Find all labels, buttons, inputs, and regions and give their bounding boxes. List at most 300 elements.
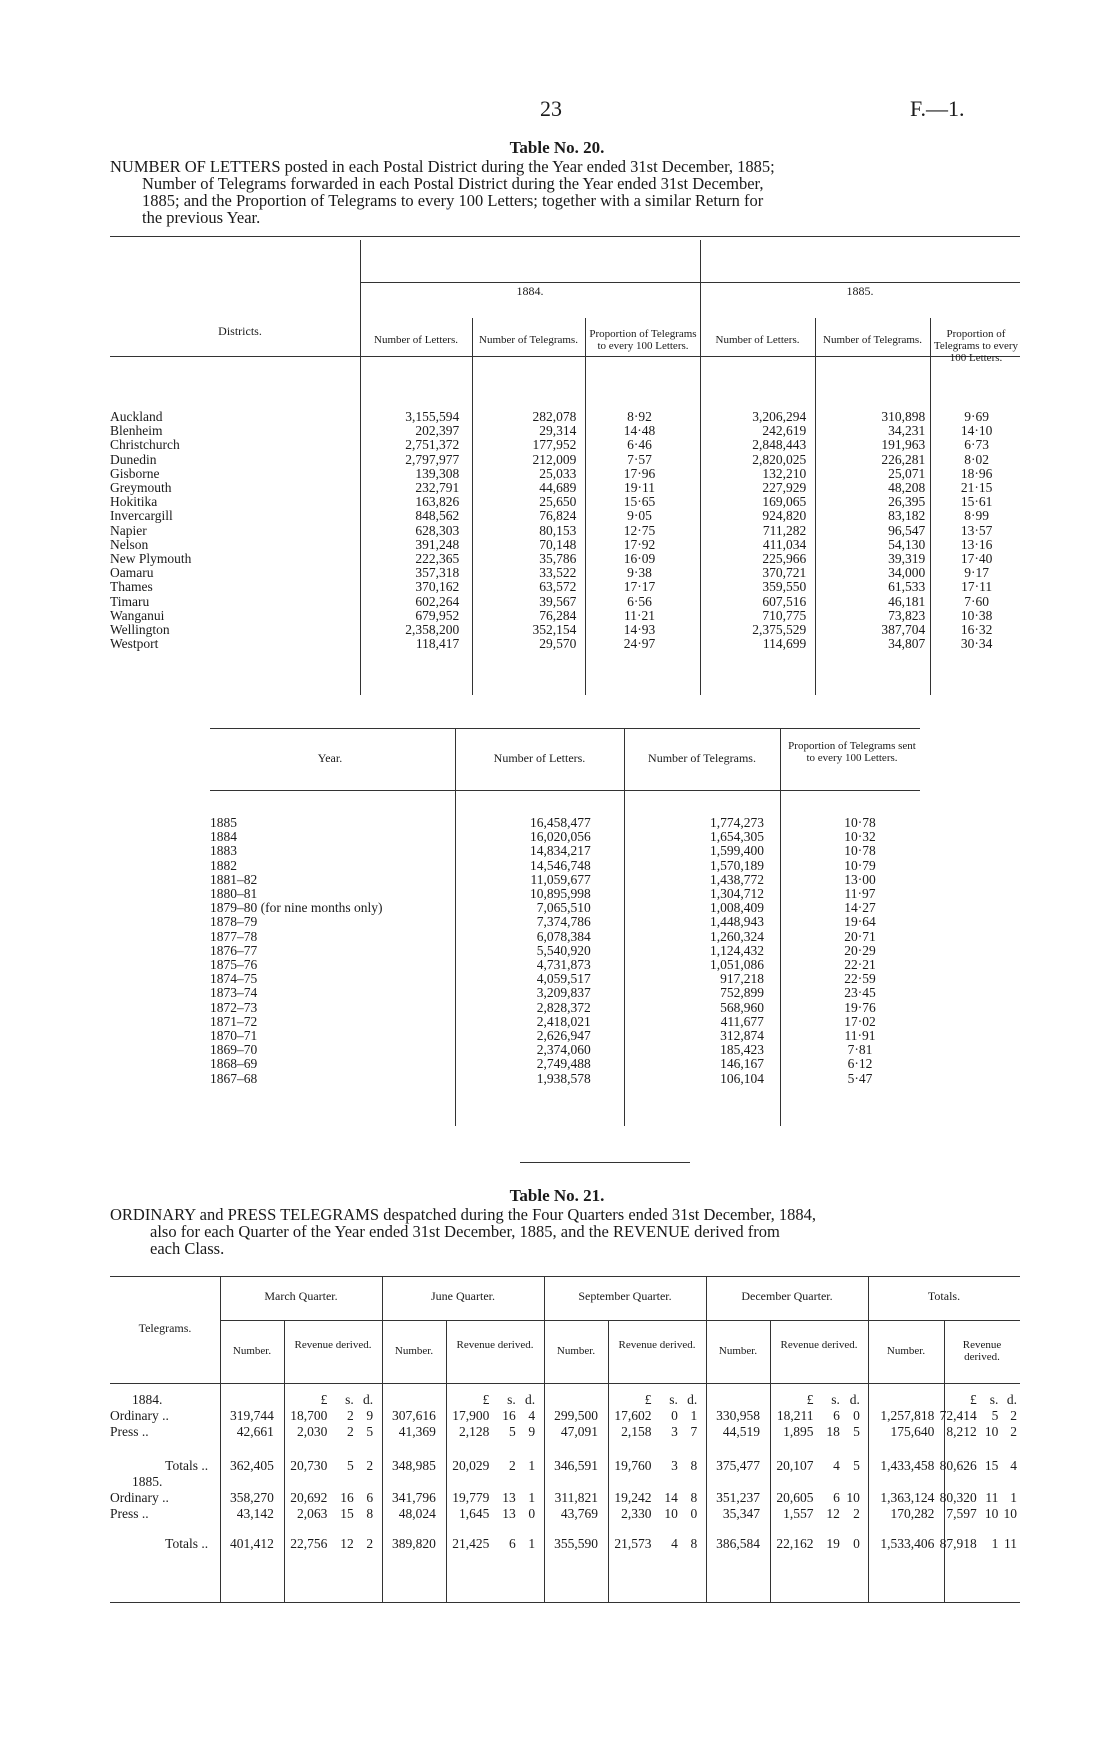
table-row xyxy=(110,595,1020,609)
revenue-cell: 2,330 xyxy=(621,1506,652,1521)
table-row xyxy=(210,944,920,958)
district-name: Napier xyxy=(110,522,147,538)
cell-value: 222,365 xyxy=(415,551,460,567)
lsd-unit: s. xyxy=(669,1392,678,1407)
table-row xyxy=(210,873,920,887)
cell-value: 19·64 xyxy=(844,914,876,930)
revenue-cell: 2,158 xyxy=(621,1424,652,1439)
year-row xyxy=(110,1474,1020,1490)
revenue-cell: 20,029 xyxy=(452,1458,490,1473)
number-cell: 170,282 xyxy=(890,1506,935,1521)
yearly-letters-header: Number of Letters. xyxy=(493,751,586,765)
row-label: Ordinary .. xyxy=(110,1408,169,1423)
cell-value: 10·79 xyxy=(844,857,876,873)
revenue-cell: 2 xyxy=(1010,1408,1017,1423)
cell-value: 35,786 xyxy=(539,551,577,567)
cell-value: 25,650 xyxy=(539,494,577,510)
cell-value: 391,248 xyxy=(415,536,460,552)
revenue-cell: 4 xyxy=(833,1458,840,1473)
lsd-unit xyxy=(816,1474,842,1490)
number-subheader: Number. xyxy=(718,1345,758,1357)
cell-value: 21·15 xyxy=(960,480,993,496)
empty-cell xyxy=(376,1392,439,1408)
number-cell: 319,744 xyxy=(230,1408,274,1423)
revenue-cell: 80,320 xyxy=(939,1490,977,1505)
revenue-cell: 21,425 xyxy=(452,1536,490,1551)
cell-value: 848,562 xyxy=(415,508,460,524)
number-cell: 42,661 xyxy=(236,1424,274,1439)
cell-value: 44,689 xyxy=(539,480,577,496)
cell-value: 2,418,021 xyxy=(536,1013,591,1029)
revenue-cell: 5 xyxy=(853,1458,860,1473)
number-cell: 346,591 xyxy=(554,1458,598,1473)
cell-value: 15·61 xyxy=(960,494,993,510)
revenue-cell: 1,895 xyxy=(783,1424,814,1439)
cell-value: 1,448,943 xyxy=(709,914,764,930)
quarter-header: March Quarter. xyxy=(264,1289,338,1303)
cell-value: 11·21 xyxy=(624,607,656,623)
cell-value: 7·60 xyxy=(964,593,989,609)
lsd-unit: d. xyxy=(849,1392,860,1407)
cell-value: 370,721 xyxy=(762,565,807,581)
revenue-cell: 18,700 xyxy=(290,1408,328,1423)
revenue-cell: 6 xyxy=(509,1536,516,1551)
cell-value: 2,797,977 xyxy=(405,451,460,467)
number-cell: 44,519 xyxy=(722,1424,760,1439)
yearly-telegrams-header: Number of Telegrams. xyxy=(648,751,756,765)
district-name: Timaru xyxy=(110,593,150,609)
revenue-cell: 2,128 xyxy=(459,1424,490,1439)
cell-value: 4,059,517 xyxy=(536,971,591,987)
revenue-cell: 22,756 xyxy=(290,1536,328,1551)
number-cell: 389,820 xyxy=(392,1536,436,1551)
table-row xyxy=(210,1015,920,1029)
cell-value: 23·45 xyxy=(844,985,876,1001)
cell-value: 2,848,443 xyxy=(752,437,807,453)
cell-value: 1,774,273 xyxy=(709,815,764,830)
year-row xyxy=(110,1392,1020,1408)
cell-value: 8·02 xyxy=(964,451,989,467)
district-name: Christchurch xyxy=(110,437,180,453)
revenue-cell: 0 xyxy=(853,1408,860,1423)
revenue-cell: 22,162 xyxy=(776,1536,814,1551)
cell-value: 34,000 xyxy=(888,565,926,581)
empty-cell xyxy=(376,1474,439,1490)
cell-value: 169,065 xyxy=(762,494,807,510)
revenue-cell: 20,730 xyxy=(290,1458,328,1473)
row-label: Press .. xyxy=(110,1506,149,1521)
cell-value: 387,704 xyxy=(881,622,926,638)
number-cell: 311,821 xyxy=(554,1490,598,1505)
table-row xyxy=(110,524,1020,538)
number-subheader: Number. xyxy=(394,1345,434,1357)
caption-line: ORDINARY and PRESS TELEGRAMS despatched during the Four Quarters ended 31st December, 1884, xyxy=(110,1205,816,1224)
cell-value: 16,020,056 xyxy=(529,829,591,845)
year-label: 1885 xyxy=(210,815,237,830)
table20-caption xyxy=(110,158,1020,226)
cell-value: 13·57 xyxy=(960,522,993,538)
revenue-subheader: Revenue derived. xyxy=(456,1339,534,1351)
cell-value: 13·16 xyxy=(960,536,993,552)
year-label: 1881–82 xyxy=(210,871,258,887)
revenue-cell: 87,918 xyxy=(939,1536,977,1551)
cell-value: 76,824 xyxy=(539,508,577,524)
cell-value: 73,823 xyxy=(888,607,926,623)
table-row xyxy=(210,986,920,1000)
district-name: New Plymouth xyxy=(110,551,192,567)
revenue-cell: 1 xyxy=(528,1536,536,1551)
cell-value: 7·57 xyxy=(627,451,652,467)
revenue-subheader: Revenue derived. xyxy=(780,1339,858,1351)
cell-value: 1,304,712 xyxy=(709,886,764,902)
quarter-header: Totals. xyxy=(927,1289,961,1303)
revenue-cell: 19 xyxy=(826,1536,840,1551)
revenue-cell: 5 xyxy=(347,1458,354,1473)
cell-value: 242,619 xyxy=(762,423,807,439)
cell-value: 312,874 xyxy=(720,1028,764,1044)
cell-value: 10,895,998 xyxy=(529,886,591,902)
year-label: 1877–78 xyxy=(210,928,258,944)
table-row xyxy=(110,481,1020,495)
cell-value: 34,231 xyxy=(888,423,926,439)
quarter-header: September Quarter. xyxy=(578,1289,672,1303)
district-name: Auckland xyxy=(110,409,163,424)
totals-row xyxy=(110,1440,1020,1474)
cell-value: 16·09 xyxy=(623,551,656,567)
cell-value: 14·48 xyxy=(623,423,656,439)
cell-value: 14,546,748 xyxy=(529,857,591,873)
cell-value: 628,303 xyxy=(415,522,460,538)
district-name: Blenheim xyxy=(110,423,163,439)
revenue-cell: 13 xyxy=(502,1490,516,1505)
revenue-cell: 19,242 xyxy=(614,1490,652,1505)
cell-value: 9·38 xyxy=(627,565,652,581)
lsd-unit xyxy=(843,1474,863,1490)
table21-caption xyxy=(110,1206,1020,1257)
cell-value: 411,677 xyxy=(720,1013,764,1029)
revenue-cell: 16 xyxy=(502,1408,516,1423)
number-cell: 43,142 xyxy=(236,1506,274,1521)
cell-value: 1,570,189 xyxy=(709,857,764,873)
telegrams-header: Number of Telegrams. xyxy=(823,334,922,346)
cell-value: 924,820 xyxy=(762,508,807,524)
cell-value: 146,167 xyxy=(720,1056,764,1072)
revenue-cell: 20,605 xyxy=(776,1490,814,1505)
revenue-cell: 2 xyxy=(509,1458,516,1473)
number-cell: 48,024 xyxy=(398,1506,436,1521)
revenue-cell: 72,414 xyxy=(939,1408,977,1423)
cell-value: 25,033 xyxy=(539,465,577,481)
revenue-cell: 1,557 xyxy=(783,1506,814,1521)
cell-value: 17·11 xyxy=(961,579,993,595)
number-subheader: Number. xyxy=(556,1345,596,1357)
cell-value: 6,078,384 xyxy=(536,928,591,944)
empty-cell xyxy=(700,1474,763,1490)
revenue-cell: 6 xyxy=(833,1490,840,1505)
revenue-cell: 1 xyxy=(528,1490,536,1505)
lsd-unit xyxy=(492,1474,518,1490)
revenue-cell: 10 xyxy=(1003,1506,1017,1521)
lsd-unit xyxy=(1001,1474,1020,1490)
cell-value: 282,078 xyxy=(532,409,577,424)
district-name: Westport xyxy=(110,636,159,652)
cell-value: 20·71 xyxy=(844,928,876,944)
table-row xyxy=(110,538,1020,552)
table-row xyxy=(210,901,920,915)
cell-value: 118,417 xyxy=(415,636,460,652)
number-cell: 358,270 xyxy=(230,1490,274,1505)
number-subheader: Number. xyxy=(886,1345,926,1357)
cell-value: 711,282 xyxy=(762,522,807,538)
cell-value: 106,104 xyxy=(720,1070,764,1086)
caption-line: also for each Quarter of the Year ended 31st December, 1885, and the REVENUE derived from xyxy=(150,1222,780,1241)
number-cell: 43,769 xyxy=(560,1506,598,1521)
lsd-unit xyxy=(654,1474,680,1490)
year-label: 1874–75 xyxy=(210,971,258,987)
cell-value: 17·17 xyxy=(623,579,656,595)
empty-cell xyxy=(214,1474,277,1490)
row-label: Totals .. xyxy=(165,1536,209,1551)
revenue-cell: 1 xyxy=(1010,1490,1017,1505)
revenue-cell: 0 xyxy=(853,1536,860,1551)
revenue-cell: 3 xyxy=(671,1458,678,1473)
district-name: Hokitika xyxy=(110,494,158,510)
cell-value: 11·91 xyxy=(844,1028,876,1044)
cell-value: 2,828,372 xyxy=(536,999,591,1015)
number-cell: 175,640 xyxy=(890,1424,935,1439)
year-label: 1885. xyxy=(132,1474,163,1489)
cell-value: 17·40 xyxy=(960,551,993,567)
lsd-unit xyxy=(763,1474,816,1490)
revenue-cell: 80,626 xyxy=(939,1458,977,1473)
revenue-cell: 19,779 xyxy=(452,1490,490,1505)
cell-value: 9·69 xyxy=(964,409,989,424)
number-cell: 1,433,458 xyxy=(880,1458,935,1473)
empty-cell xyxy=(863,1392,937,1408)
revenue-cell: 2 xyxy=(347,1424,354,1439)
cell-value: 3,209,837 xyxy=(536,985,591,1001)
caption-line: 1885; and the Proportion of Telegrams to every 100 Letters; together with a similar Return for xyxy=(142,191,764,210)
lsd-unit: s. xyxy=(831,1392,840,1407)
cell-value: 12·75 xyxy=(623,522,656,538)
number-subheader: Number. xyxy=(232,1345,272,1357)
number-cell: 1,363,124 xyxy=(880,1490,935,1505)
year-label: 1868–69 xyxy=(210,1056,258,1072)
caption-line: NUMBER OF LETTERS posted in each Postal District during the Year ended 31st December, 1885; xyxy=(110,157,775,176)
revenue-cell: 1 xyxy=(528,1458,536,1473)
year-label: 1873–74 xyxy=(210,985,258,1001)
cell-value: 2,375,529 xyxy=(752,622,807,638)
table-row xyxy=(110,1490,1020,1506)
revenue-cell: 7,597 xyxy=(946,1506,977,1521)
empty-cell xyxy=(538,1474,601,1490)
row-label: Totals .. xyxy=(165,1458,209,1473)
cell-value: 63,572 xyxy=(539,579,577,595)
empty-cell xyxy=(863,1474,937,1490)
cell-value: 14·10 xyxy=(960,423,993,439)
cell-value: 226,281 xyxy=(881,451,926,467)
cell-value: 54,130 xyxy=(888,536,926,552)
table21-title: Table No. 21. xyxy=(509,1186,605,1205)
district-name: Nelson xyxy=(110,536,149,552)
revenue-cell: 1,645 xyxy=(459,1506,490,1521)
lsd-unit: d. xyxy=(1006,1392,1017,1407)
revenue-cell: 2 xyxy=(853,1506,860,1521)
cell-value: 1,438,772 xyxy=(709,871,764,887)
revenue-cell: 2 xyxy=(366,1458,374,1473)
year-label: 1880–81 xyxy=(210,886,258,902)
cell-value: 7,374,786 xyxy=(536,914,591,930)
telegrams-col-header: Telegrams. xyxy=(138,1321,192,1335)
cell-value: 19·11 xyxy=(624,480,656,496)
table-row xyxy=(210,816,920,830)
empty-cell xyxy=(700,1392,763,1408)
number-cell: 355,590 xyxy=(554,1536,598,1551)
revenue-cell: 11 xyxy=(1004,1536,1017,1551)
cell-value: 191,963 xyxy=(881,437,926,453)
cell-value: 114,699 xyxy=(762,636,807,652)
revenue-cell: 0 xyxy=(671,1408,678,1423)
year-label: 1869–70 xyxy=(210,1042,258,1058)
cell-value: 2,358,200 xyxy=(405,622,460,638)
empty-cell xyxy=(214,1392,277,1408)
cell-value: 232,791 xyxy=(415,480,460,496)
number-cell: 35,347 xyxy=(722,1506,760,1521)
table-row xyxy=(110,1408,1020,1424)
number-cell: 375,477 xyxy=(716,1458,760,1473)
cell-value: 8·99 xyxy=(964,508,989,524)
table-row xyxy=(110,1424,1020,1440)
cell-value: 39,567 xyxy=(539,593,577,609)
revenue-cell: 10 xyxy=(664,1506,678,1521)
yearly-proportion-header: Proportion of Telegrams sent to every 100 Letters. xyxy=(788,740,916,764)
cell-value: 7·81 xyxy=(847,1042,873,1058)
district-name: Oamaru xyxy=(110,565,154,581)
cell-value: 80,153 xyxy=(539,522,577,538)
empty-cell xyxy=(538,1392,601,1408)
table-row xyxy=(110,453,1020,467)
year-1885-header: 1885. xyxy=(846,284,874,298)
row-label: Ordinary .. xyxy=(110,1490,169,1505)
cell-value: 76,284 xyxy=(539,607,577,623)
number-cell: 1,533,406 xyxy=(880,1536,935,1551)
lsd-unit xyxy=(519,1474,538,1490)
cell-value: 13·00 xyxy=(844,871,876,887)
cell-value: 177,952 xyxy=(532,437,577,453)
cell-value: 1,260,324 xyxy=(709,928,764,944)
district-name: Invercargill xyxy=(110,508,173,524)
revenue-cell: 3 xyxy=(671,1424,678,1439)
cell-value: 22·21 xyxy=(844,957,876,973)
cell-value: 22·59 xyxy=(844,971,876,987)
cell-value: 370,162 xyxy=(415,579,460,595)
number-cell: 386,584 xyxy=(716,1536,760,1551)
districts-header: Districts. xyxy=(218,324,262,338)
revenue-cell: 14 xyxy=(664,1490,678,1505)
cell-value: 568,960 xyxy=(720,999,764,1015)
cell-value: 310,898 xyxy=(881,409,926,424)
cell-value: 1,599,400 xyxy=(709,843,764,859)
page-reference: F.—1. xyxy=(910,96,965,121)
table-row xyxy=(210,887,920,901)
cell-value: 710,775 xyxy=(762,607,807,623)
cell-value: 24·97 xyxy=(623,636,656,652)
table20-title: Table No. 20. xyxy=(509,138,605,157)
table-row xyxy=(110,467,1020,481)
district-name: Wellington xyxy=(110,622,170,638)
district-name: Wanganui xyxy=(110,607,165,623)
cell-value: 11,059,677 xyxy=(530,871,591,887)
yearly-table xyxy=(210,816,920,1086)
number-cell: 341,796 xyxy=(392,1490,436,1505)
cell-value: 185,423 xyxy=(720,1042,764,1058)
cell-value: 202,397 xyxy=(415,423,460,439)
lsd-unit xyxy=(601,1474,654,1490)
cell-value: 18·96 xyxy=(960,465,993,481)
cell-value: 17·96 xyxy=(623,465,656,481)
table-row xyxy=(110,424,1020,438)
caption-line: Number of Telegrams forwarded in each Postal District during the Year ended 31st December, xyxy=(142,174,764,193)
cell-value: 9·05 xyxy=(627,508,652,524)
cell-value: 2,820,025 xyxy=(752,451,807,467)
lsd-unit: s. xyxy=(989,1392,999,1407)
revenue-cell: 7 xyxy=(690,1424,698,1439)
cell-value: 2,751,372 xyxy=(405,437,460,453)
revenue-cell: 1 xyxy=(690,1408,698,1423)
lsd-unit: d. xyxy=(363,1392,374,1407)
lsd-unit: £ xyxy=(644,1392,652,1407)
cell-value: 132,210 xyxy=(762,465,807,481)
district-name: Gisborne xyxy=(110,465,160,481)
revenue-cell: 8 xyxy=(690,1490,698,1505)
lsd-unit: £ xyxy=(482,1392,490,1407)
cell-value: 2,374,060 xyxy=(536,1042,591,1058)
lsd-unit xyxy=(357,1474,376,1490)
lsd-unit: d. xyxy=(525,1392,536,1407)
lsd-unit: £ xyxy=(320,1392,328,1407)
year-label: 1882 xyxy=(210,857,237,873)
cell-value: 227,929 xyxy=(762,480,807,496)
table-row xyxy=(110,623,1020,637)
lsd-unit: £ xyxy=(969,1392,977,1407)
letters-header: Number of Letters. xyxy=(374,334,458,346)
district-name: Dunedin xyxy=(110,451,157,467)
cell-value: 20·29 xyxy=(844,942,876,958)
number-cell: 362,405 xyxy=(230,1458,274,1473)
cell-value: 1,124,432 xyxy=(709,942,764,958)
caption-line: the previous Year. xyxy=(142,208,261,227)
table-row xyxy=(210,844,920,858)
table-row xyxy=(210,859,920,873)
table-row xyxy=(210,830,920,844)
district-name: Greymouth xyxy=(110,480,172,496)
cell-value: 17·92 xyxy=(623,536,656,552)
revenue-cell: 2 xyxy=(347,1408,354,1423)
revenue-cell: 2,063 xyxy=(297,1506,328,1521)
cell-value: 2,749,488 xyxy=(536,1056,591,1072)
year-label: 1876–77 xyxy=(210,942,258,958)
year-label: 1870–71 xyxy=(210,1028,258,1044)
letters-header: Number of Letters. xyxy=(715,334,800,346)
revenue-cell: 2,030 xyxy=(297,1424,328,1439)
cell-value: 96,547 xyxy=(888,522,926,538)
revenue-cell: 2 xyxy=(1010,1424,1017,1439)
revenue-cell: 1 xyxy=(991,1536,999,1551)
year-1884-header: 1884. xyxy=(516,284,544,298)
cell-value: 139,308 xyxy=(415,465,460,481)
cell-value: 3,206,294 xyxy=(752,409,807,424)
cell-value: 61,533 xyxy=(888,579,926,595)
